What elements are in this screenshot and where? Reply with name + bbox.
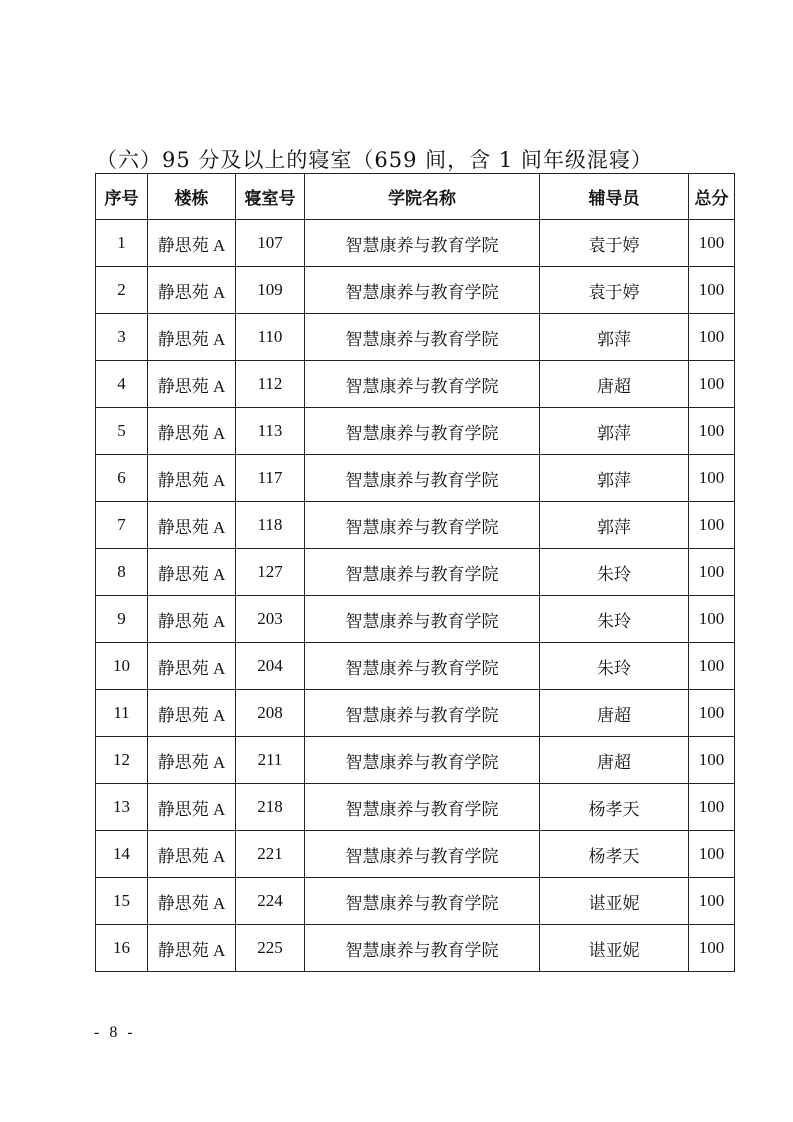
cell-index: 14: [96, 831, 148, 878]
cell-counselor: 唐超: [540, 690, 689, 737]
cell-index: 12: [96, 737, 148, 784]
cell-college: 智慧康养与教育学院: [305, 549, 540, 596]
cell-score: 100: [689, 831, 735, 878]
cell-score: 100: [689, 643, 735, 690]
column-header-college: 学院名称: [305, 174, 540, 220]
page-number: - 8 -: [94, 1024, 136, 1041]
cell-building: 静思苑 A: [148, 408, 236, 455]
table-row: [96, 690, 735, 737]
column-header-index: 序号: [96, 174, 148, 220]
cell-index: 7: [96, 502, 148, 549]
table-row: [96, 878, 735, 925]
cell-college: 智慧康养与教育学院: [305, 737, 540, 784]
cell-room: 113: [236, 408, 305, 455]
cell-index: 6: [96, 455, 148, 502]
cell-room: 110: [236, 314, 305, 361]
cell-counselor: 朱玲: [540, 643, 689, 690]
table-row: [96, 314, 735, 361]
cell-counselor: 谌亚妮: [540, 878, 689, 925]
table-row: [96, 455, 735, 502]
table-row: [96, 549, 735, 596]
cell-score: 100: [689, 549, 735, 596]
cell-college: 智慧康养与教育学院: [305, 455, 540, 502]
cell-building: 静思苑 A: [148, 831, 236, 878]
table-header-row: [96, 174, 735, 220]
cell-counselor: 唐超: [540, 737, 689, 784]
cell-building: 静思苑 A: [148, 925, 236, 972]
cell-score: 100: [689, 596, 735, 643]
cell-index: 5: [96, 408, 148, 455]
cell-room: 118: [236, 502, 305, 549]
cell-room: 109: [236, 267, 305, 314]
cell-score: 100: [689, 784, 735, 831]
cell-room: 112: [236, 361, 305, 408]
table-row: [96, 784, 735, 831]
cell-score: 100: [689, 455, 735, 502]
table-row: [96, 361, 735, 408]
cell-college: 智慧康养与教育学院: [305, 502, 540, 549]
cell-college: 智慧康养与教育学院: [305, 925, 540, 972]
cell-score: 100: [689, 267, 735, 314]
column-header-building: 楼栋: [148, 174, 236, 220]
cell-college: 智慧康养与教育学院: [305, 784, 540, 831]
cell-college: 智慧康养与教育学院: [305, 408, 540, 455]
table-row: [96, 737, 735, 784]
cell-index: 16: [96, 925, 148, 972]
cell-index: 10: [96, 643, 148, 690]
cell-index: 11: [96, 690, 148, 737]
cell-room: 107: [236, 220, 305, 267]
cell-college: 智慧康养与教育学院: [305, 267, 540, 314]
cell-room: 218: [236, 784, 305, 831]
cell-building: 静思苑 A: [148, 737, 236, 784]
cell-building: 静思苑 A: [148, 267, 236, 314]
cell-college: 智慧康养与教育学院: [305, 690, 540, 737]
cell-room: 208: [236, 690, 305, 737]
cell-college: 智慧康养与教育学院: [305, 831, 540, 878]
column-header-counselor: 辅导员: [540, 174, 689, 220]
cell-score: 100: [689, 878, 735, 925]
cell-counselor: 袁于婷: [540, 220, 689, 267]
cell-index: 15: [96, 878, 148, 925]
cell-index: 8: [96, 549, 148, 596]
cell-college: 智慧康养与教育学院: [305, 643, 540, 690]
cell-score: 100: [689, 925, 735, 972]
cell-room: 221: [236, 831, 305, 878]
cell-building: 静思苑 A: [148, 878, 236, 925]
table-row: [96, 267, 735, 314]
cell-counselor: 郭萍: [540, 455, 689, 502]
cell-building: 静思苑 A: [148, 361, 236, 408]
cell-counselor: 郭萍: [540, 408, 689, 455]
cell-college: 智慧康养与教育学院: [305, 878, 540, 925]
cell-counselor: 杨孝天: [540, 831, 689, 878]
cell-building: 静思苑 A: [148, 643, 236, 690]
cell-score: 100: [689, 314, 735, 361]
cell-index: 1: [96, 220, 148, 267]
cell-building: 静思苑 A: [148, 314, 236, 361]
cell-college: 智慧康养与教育学院: [305, 220, 540, 267]
cell-score: 100: [689, 737, 735, 784]
cell-counselor: 唐超: [540, 361, 689, 408]
cell-building: 静思苑 A: [148, 455, 236, 502]
cell-counselor: 朱玲: [540, 596, 689, 643]
cell-room: 203: [236, 596, 305, 643]
cell-index: 3: [96, 314, 148, 361]
cell-room: 224: [236, 878, 305, 925]
table-row: [96, 643, 735, 690]
dorm-score-table: [95, 173, 735, 972]
cell-score: 100: [689, 408, 735, 455]
cell-college: 智慧康养与教育学院: [305, 596, 540, 643]
column-header-score: 总分: [689, 174, 735, 220]
cell-index: 2: [96, 267, 148, 314]
cell-building: 静思苑 A: [148, 596, 236, 643]
cell-counselor: 郭萍: [540, 502, 689, 549]
cell-counselor: 谌亚妮: [540, 925, 689, 972]
table-row: [96, 502, 735, 549]
cell-room: 211: [236, 737, 305, 784]
cell-index: 13: [96, 784, 148, 831]
cell-score: 100: [689, 220, 735, 267]
cell-room: 127: [236, 549, 305, 596]
cell-index: 4: [96, 361, 148, 408]
table-row: [96, 220, 735, 267]
cell-counselor: 袁于婷: [540, 267, 689, 314]
table-row: [96, 925, 735, 972]
table-body: [96, 220, 735, 972]
cell-room: 204: [236, 643, 305, 690]
cell-building: 静思苑 A: [148, 690, 236, 737]
cell-index: 9: [96, 596, 148, 643]
cell-building: 静思苑 A: [148, 220, 236, 267]
cell-room: 225: [236, 925, 305, 972]
cell-score: 100: [689, 502, 735, 549]
table-row: [96, 408, 735, 455]
section-heading: （六）95 分及以上的寝室（659 间，含 1 间年级混寝）: [96, 148, 653, 172]
cell-building: 静思苑 A: [148, 784, 236, 831]
cell-building: 静思苑 A: [148, 549, 236, 596]
cell-score: 100: [689, 361, 735, 408]
table-row: [96, 831, 735, 878]
table-row: [96, 596, 735, 643]
cell-counselor: 杨孝天: [540, 784, 689, 831]
cell-room: 117: [236, 455, 305, 502]
cell-college: 智慧康养与教育学院: [305, 361, 540, 408]
cell-college: 智慧康养与教育学院: [305, 314, 540, 361]
column-header-room: 寝室号: [236, 174, 305, 220]
cell-building: 静思苑 A: [148, 502, 236, 549]
cell-counselor: 郭萍: [540, 314, 689, 361]
cell-counselor: 朱玲: [540, 549, 689, 596]
cell-score: 100: [689, 690, 735, 737]
